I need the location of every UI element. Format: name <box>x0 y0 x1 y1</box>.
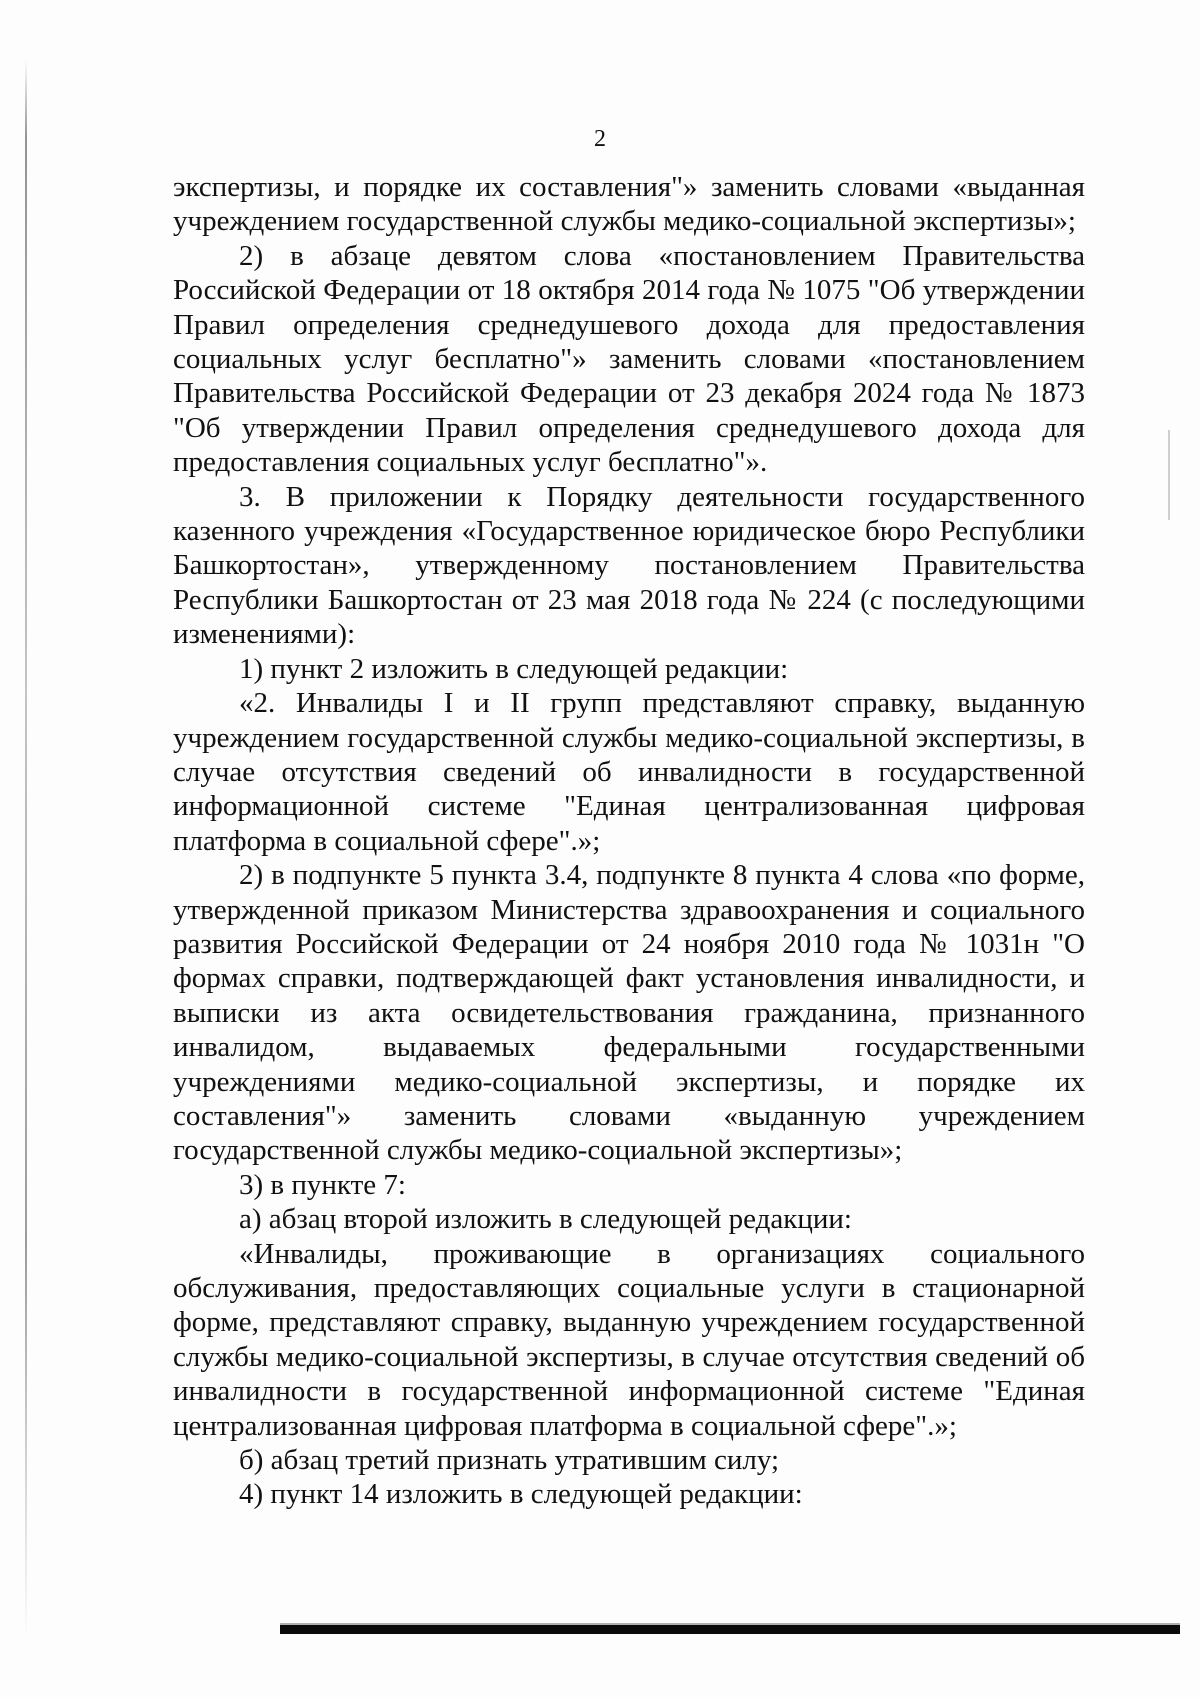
paragraph-quote-punkt-2: «2. Инвалиды I и II групп представляют справку, выданную учреждением государственной службы медико-социальной экспертизы, в случае отсутствия сведений об инвалидности в государственной информационной системе "Единая централизованная цифровая платформа в социальной сфере".»; <box>173 687 1085 857</box>
paragraph-item-2-abzac-9: 2) в абзаце девятом слова «постановлением Правительства Российской Федерации от 18 октября 2014 года № 1075 "Об утверждении Правил определения среднедушевого дохода для предоставления социальных услуг бесплатно"» заменить словами «постановлением Правительства Российской Федерации от 23 декабря 2024 года № 1873 "Об утверждении Правил определения среднедушевого дохода для предоставления социальных услуг бесплатно"». <box>173 239 1085 479</box>
paragraph-item-2-podpunkt: 2) в подпункте 5 пункта 3.4, подпункте 8 пункта 4 слова «по форме, утвержденной приказом Министерства здравоохранения и социального развития Российской Федерации от 24 ноября 2010 года № 1031н "О формах справки, подтверждающей факт установления инвалидности, и выписки из акта освидетельствования гражданина, признанного инвалидом, выдаваемых федеральными государственными учреждениями медико-социальной экспертизы, и порядке их составления"» заменить словами «выданную учреждением государственной службы медико-социальной экспертизы»; <box>173 859 1085 1167</box>
paragraph-item-1: 1) пункт 2 изложить в следующей редакции: <box>239 652 789 685</box>
page-number: 2 <box>594 126 606 152</box>
paragraph-subitem-b: б) абзац третий признать утратившим силу; <box>239 1444 780 1477</box>
paragraph-continuation: экспертизы, и порядке их составления"» заменить словами «выданная учреждением государственной службы медико-социальной экспертизы»; <box>173 171 1085 238</box>
scan-edge-left <box>25 60 27 1640</box>
paragraph-section-3: 3. В приложении к Порядку деятельности государственного казенного учреждения «Государственное юридическое бюро Республики Башкортостан», утвержденному постановлением Правительства Республики Башкортостан от 23 мая 2018 года № 224 (с последующими изменениями): <box>173 480 1085 651</box>
document-body <box>173 170 1085 1512</box>
paragraph-subitem-a: а) абзац второй изложить в следующей редакции: <box>239 1203 852 1236</box>
scan-bottom-bar <box>280 1625 1180 1634</box>
paragraph-quote-invalidy: «Инвалиды, проживающие в организациях социального обслуживания, предоставляющих социальные услуги в стационарной форме, представляют справку, выданную учреждением государственной службы медико-социальной экспертизы, в случае отсутствия сведений об инвалидности в государственной информационной системе "Единая централизованная цифровая платформа в социальной сфере".»; <box>173 1237 1085 1442</box>
paragraph-item-3: 3) в пункте 7: <box>239 1168 406 1201</box>
scan-edge-right <box>1168 430 1170 520</box>
paragraph-item-4: 4) пункт 14 изложить в следующей редакции: <box>239 1478 803 1511</box>
